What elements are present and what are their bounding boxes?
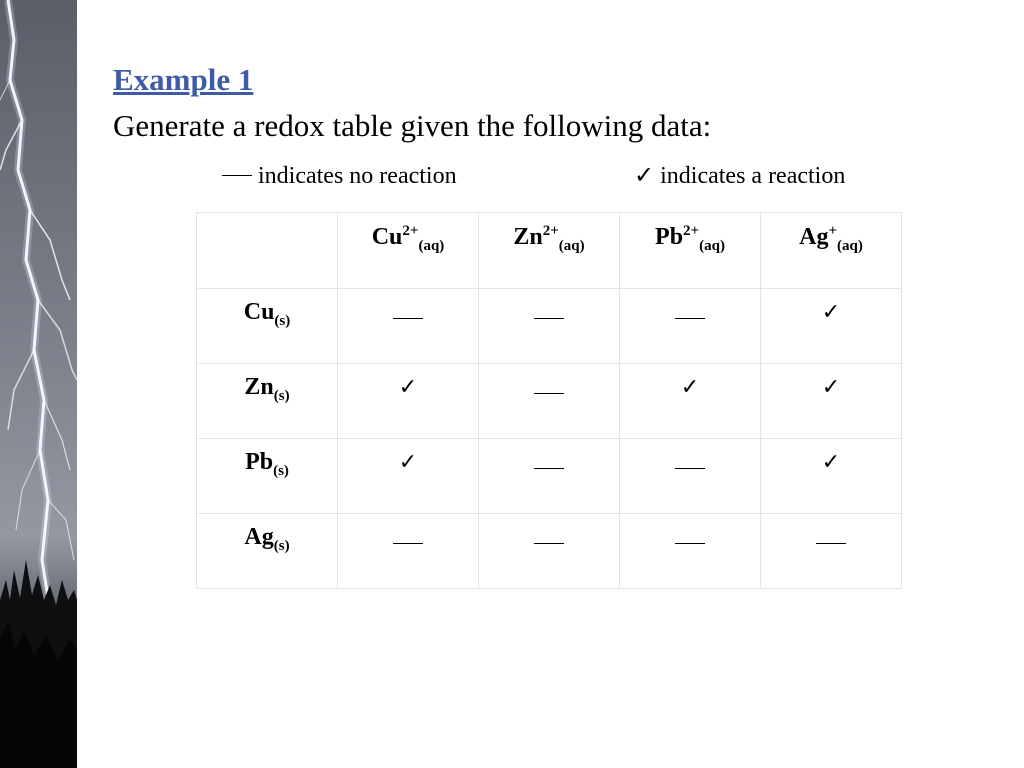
row-metal-state: (s) (273, 463, 289, 479)
result-cell (620, 439, 761, 514)
column-ion-symbol: Zn (513, 224, 543, 250)
row-metal-symbol: Ag (244, 524, 274, 550)
table-row (197, 364, 902, 439)
check-icon: ✓ (634, 163, 655, 189)
row-metal-symbol: Zn (244, 374, 274, 400)
dash-icon (675, 543, 705, 544)
check-icon: ✓ (821, 299, 841, 324)
dash-icon (675, 318, 705, 319)
dash-icon (675, 468, 705, 469)
column-header (620, 213, 761, 289)
result-cell (338, 514, 479, 589)
corner-cell (197, 213, 338, 289)
slide-title: Example 1 (113, 62, 254, 97)
result-cell (338, 364, 479, 439)
lightning-image (0, 0, 77, 768)
column-header (761, 213, 902, 289)
row-header (197, 289, 338, 364)
table-row (197, 439, 902, 514)
column-ion-symbol: Pb (655, 224, 684, 250)
column-ion-charge: 2+ (683, 223, 700, 239)
column-header (338, 213, 479, 289)
table-row (197, 514, 902, 589)
column-ion-symbol: Cu (371, 224, 403, 250)
dash-icon (393, 318, 423, 319)
dash-icon (222, 175, 252, 176)
row-metal-symbol: Pb (245, 449, 274, 475)
check-icon: ✓ (398, 449, 418, 474)
column-ion-charge: 2+ (542, 223, 559, 239)
result-cell (479, 364, 620, 439)
result-cell (479, 514, 620, 589)
result-cell (761, 439, 902, 514)
row-header (197, 439, 338, 514)
dash-icon (816, 543, 846, 544)
check-icon: ✓ (821, 449, 841, 474)
check-icon: ✓ (821, 374, 841, 399)
column-ion-state: (aq) (558, 238, 585, 254)
check-icon: ✓ (680, 374, 700, 399)
row-metal-state: (s) (273, 538, 290, 554)
result-cell (479, 289, 620, 364)
dash-icon (393, 543, 423, 544)
result-cell (761, 289, 902, 364)
table-header-row (197, 213, 902, 289)
table-row (197, 289, 902, 364)
legend-no-reaction (222, 161, 457, 191)
result-cell (761, 364, 902, 439)
redox-table (196, 212, 902, 589)
column-ion-state: (aq) (699, 238, 725, 254)
legend-reaction-label: indicates a reaction (660, 163, 846, 189)
result-cell (338, 289, 479, 364)
dash-icon (534, 393, 564, 394)
row-header (197, 514, 338, 589)
dash-icon (534, 318, 564, 319)
result-cell (761, 514, 902, 589)
result-cell (338, 439, 479, 514)
legend-reaction (634, 161, 845, 191)
row-metal-state: (s) (274, 313, 291, 329)
result-cell (620, 514, 761, 589)
row-header (197, 364, 338, 439)
result-cell (479, 439, 620, 514)
check-icon: ✓ (398, 374, 418, 399)
dash-icon (534, 543, 564, 544)
column-ion-symbol: Ag (799, 224, 829, 250)
slide-subtitle: Generate a redox table given the following data: (113, 108, 712, 143)
result-cell (620, 289, 761, 364)
row-metal-state: (s) (273, 388, 290, 404)
column-ion-state: (aq) (418, 238, 445, 254)
column-ion-state: (aq) (837, 238, 863, 254)
result-cell (620, 364, 761, 439)
dash-icon (534, 468, 564, 469)
column-header (479, 213, 620, 289)
row-metal-symbol: Cu (243, 299, 275, 325)
column-ion-charge: + (828, 223, 838, 239)
column-ion-charge: 2+ (402, 223, 419, 239)
legend-no-reaction-label: indicates no reaction (258, 163, 457, 189)
